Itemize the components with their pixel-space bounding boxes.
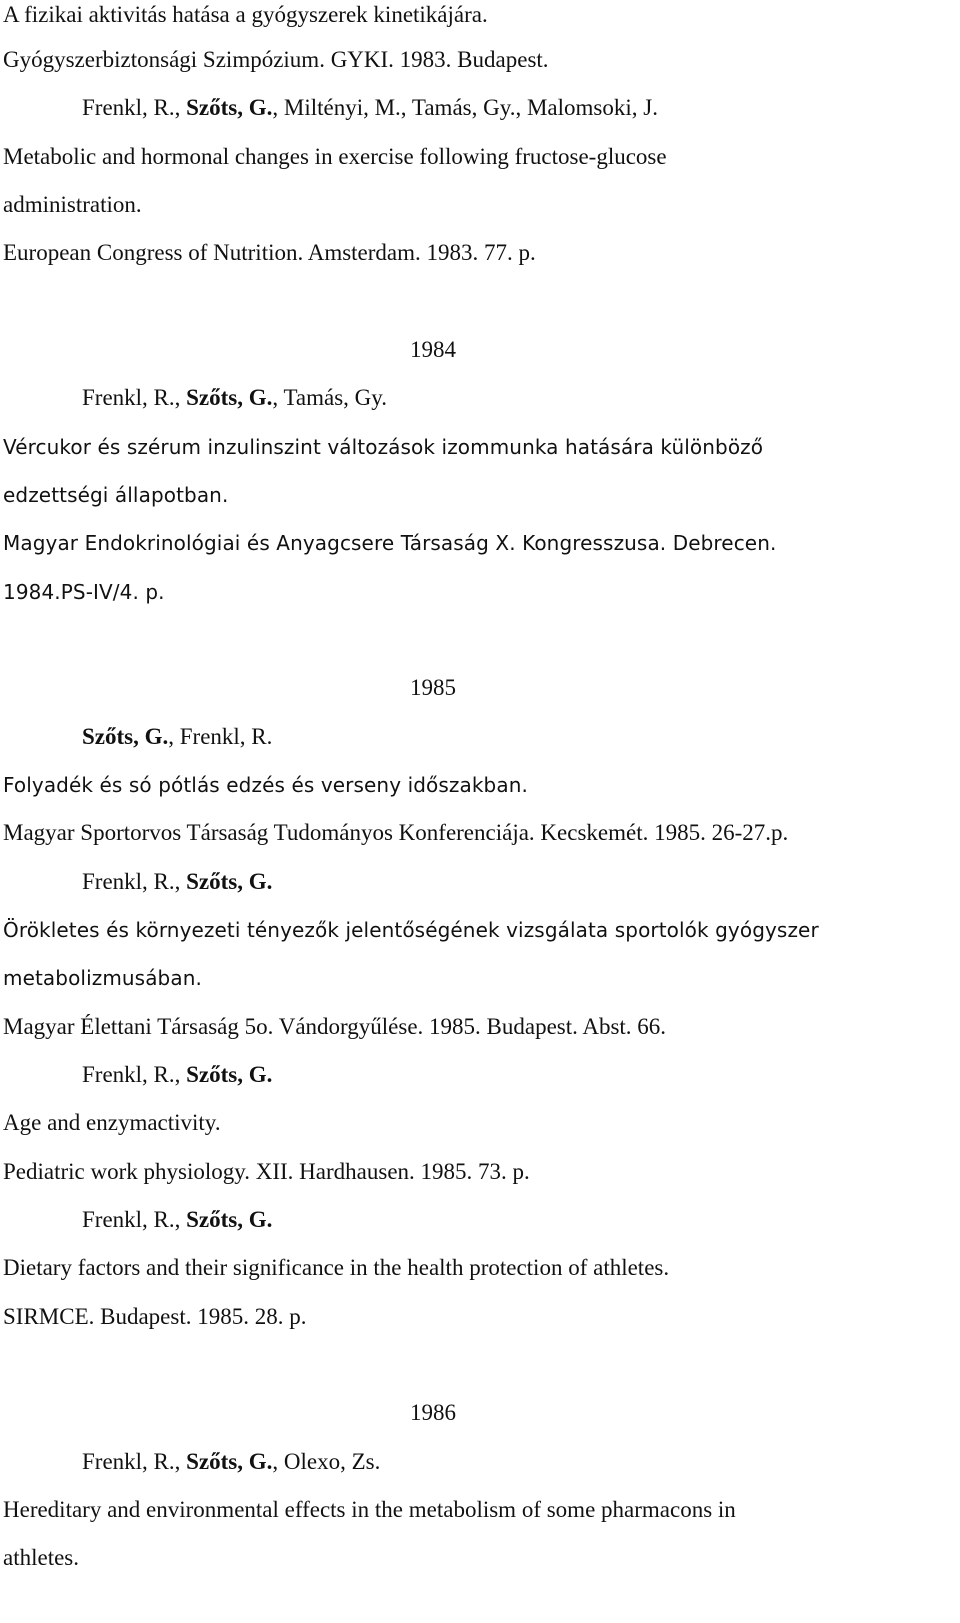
entry-venue: Magyar Sportorvos Társaság Tudományos Konferenciája. Kecskemét. 1985. 26-27.p. — [3, 820, 789, 845]
entry-title: metabolizmusában. — [3, 966, 202, 990]
highlighted-author: Szőts, G. — [186, 1062, 273, 1087]
entry-authors: Frenkl, R., Szőts, G., Tamás, Gy. — [82, 385, 388, 410]
entry-authors: Frenkl, R., Szőts, G. — [82, 1207, 273, 1232]
entry-title: A fizikai aktivitás hatása a gyógyszerek kinetikájára. — [3, 2, 488, 27]
entry-title: Örökletes és környezeti tényezők jelentőségének vizsgálata sportolók gyógyszer — [3, 918, 819, 942]
entry-title: Vércukor és szérum inzulinszint változások izommunka hatására különböző — [3, 435, 764, 459]
entry-authors: Frenkl, R., Szőts, G., Olexo, Zs. — [82, 1449, 381, 1474]
entry-venue: SIRMCE. Budapest. 1985. 28. p. — [3, 1304, 307, 1329]
highlighted-author: Szőts, G. — [82, 724, 169, 749]
entry-title: athletes. — [3, 1545, 79, 1570]
year-heading: 1985 — [410, 675, 456, 700]
highlighted-author: Szőts, G. — [186, 869, 273, 894]
entry-title: Hereditary and environmental effects in the metabolism of some pharmacons in — [3, 1497, 736, 1522]
entry-venue: Pediatric work physiology. XII. Hardhausen. 1985. 73. p. — [3, 1159, 530, 1184]
highlighted-author: Szőts, G. — [186, 385, 273, 410]
entry-venue: Magyar Élettani Társaság 5o. Vándorgyűlése. 1985. Budapest. Abst. 66. — [3, 1014, 667, 1039]
entry-title: Metabolic and hormonal changes in exercise following fructose-glucose — [3, 144, 667, 169]
entry-venue: Magyar Endokrinológiai és Anyagcsere Társaság X. Kongresszusa. Debrecen. — [3, 531, 777, 555]
entry-authors: Frenkl, R., Szőts, G. — [82, 869, 273, 894]
entry-venue: 1984.PS-IV/4. p. — [3, 580, 165, 604]
entry-authors: Szőts, G., Frenkl, R. — [82, 724, 273, 749]
entry-title: Folyadék és só pótlás edzés és verseny időszakban. — [3, 773, 528, 797]
highlighted-author: Szőts, G. — [186, 95, 273, 120]
highlighted-author: Szőts, G. — [186, 1449, 273, 1474]
entry-authors: Frenkl, R., Szőts, G., Miltényi, M., Tamás, Gy., Malomsoki, J. — [82, 95, 658, 120]
entry-authors: Frenkl, R., Szőts, G. — [82, 1062, 273, 1087]
year-heading: 1984 — [410, 337, 456, 362]
entry-title: administration. — [3, 192, 142, 217]
entry-venue: European Congress of Nutrition. Amsterdam. 1983. 77. p. — [3, 240, 536, 265]
entry-title: edzettségi állapotban. — [3, 483, 229, 507]
highlighted-author: Szőts, G. — [186, 1207, 273, 1232]
entry-title: Age and enzymactivity. — [3, 1110, 221, 1135]
entry-venue: Gyógyszerbiztonsági Szimpózium. GYKI. 1983. Budapest. — [3, 47, 549, 72]
entry-title: Dietary factors and their significance in the health protection of athletes. — [3, 1255, 670, 1280]
year-heading: 1986 — [410, 1400, 456, 1425]
